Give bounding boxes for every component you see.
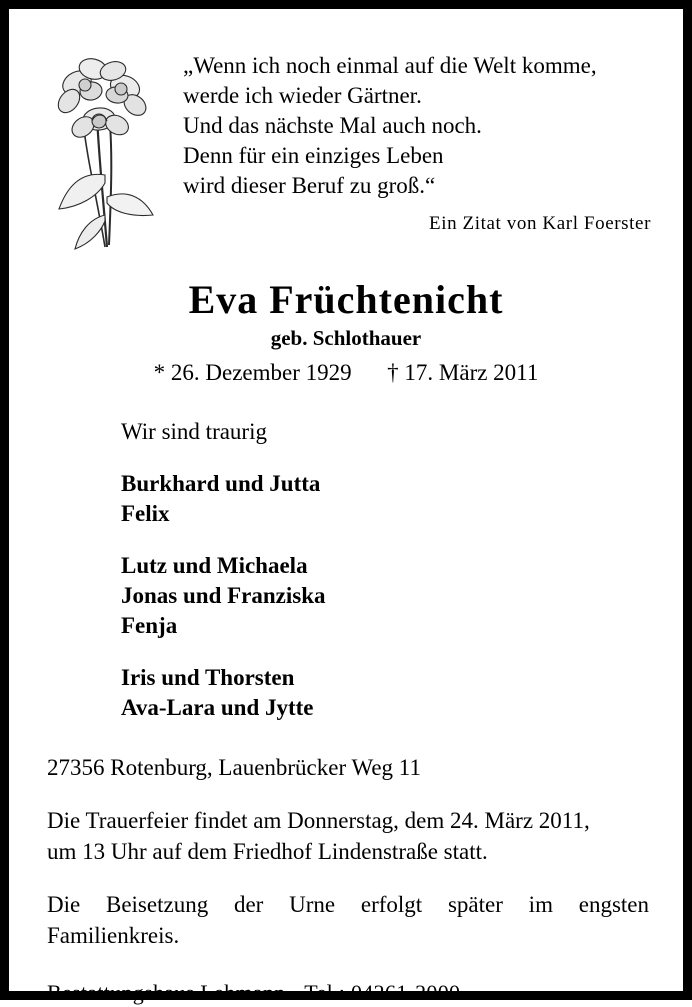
- quote-line: wird dieser Beruf zu groß.“: [183, 173, 436, 198]
- deceased-name: Eva Früchtenicht: [188, 277, 504, 322]
- quote-attribution: Ein Zitat von Karl Foerster: [429, 213, 651, 234]
- family-line: Felix: [121, 501, 170, 526]
- family-line: Ava-Lara und Jytte: [121, 695, 314, 720]
- family-line: Jonas und Franziska: [121, 583, 326, 608]
- flower-illustration-wrap: [37, 31, 177, 257]
- daffodil-bouquet-icon: [47, 47, 165, 257]
- family-line: Fenja: [121, 613, 178, 638]
- quote-line: Und das nächste Mal auch noch.: [183, 113, 482, 138]
- quote-section: [37, 31, 655, 257]
- quote-line: Denn für ein einziges Leben: [183, 143, 444, 168]
- death-date: † 17. März 2011: [387, 360, 539, 385]
- family-line: Burkhard und Jutta: [121, 471, 321, 496]
- address-line: 27356 Rotenburg, Lauenbrücker Weg 11: [47, 755, 421, 780]
- quote-text: [177, 31, 655, 235]
- mourning-intro: Wir sind traurig: [121, 419, 267, 444]
- burial-info: [47, 889, 649, 951]
- birth-date: * 26. Dezember 1929: [153, 360, 352, 385]
- family-group: [121, 663, 655, 723]
- mourners-section: [37, 417, 655, 723]
- ceremony-line: um 13 Uhr auf dem Friedhof Lindenstraße statt.: [47, 839, 488, 864]
- notice-inner: [9, 9, 683, 1005]
- quote-line: werde ich wieder Gärtner.: [183, 83, 422, 108]
- quote-line: „Wenn ich noch einmal auf die Welt komme,: [183, 53, 597, 78]
- family-line: Iris und Thorsten: [121, 665, 295, 690]
- family-line: Lutz und Michaela: [121, 553, 308, 578]
- burial-line: Familienkreis.: [47, 923, 180, 948]
- deceased-dates: [37, 359, 655, 387]
- funeral-home-line: Bestattungshaus Lehmann · Tel.: 04261-2000: [47, 980, 461, 1005]
- ceremony-line: Die Trauerfeier findet am Donnerstag, dem 24. März 2011,: [47, 808, 590, 833]
- deceased-block: [37, 277, 655, 387]
- burial-line: Die Beisetzung der Urne erfolgt später im engsten: [47, 892, 649, 917]
- family-group: [121, 551, 655, 641]
- details-section: [37, 753, 655, 1007]
- ceremony-info: [47, 805, 649, 867]
- family-group: [121, 469, 655, 529]
- deceased-maiden-name: geb. Schlothauer: [270, 326, 422, 350]
